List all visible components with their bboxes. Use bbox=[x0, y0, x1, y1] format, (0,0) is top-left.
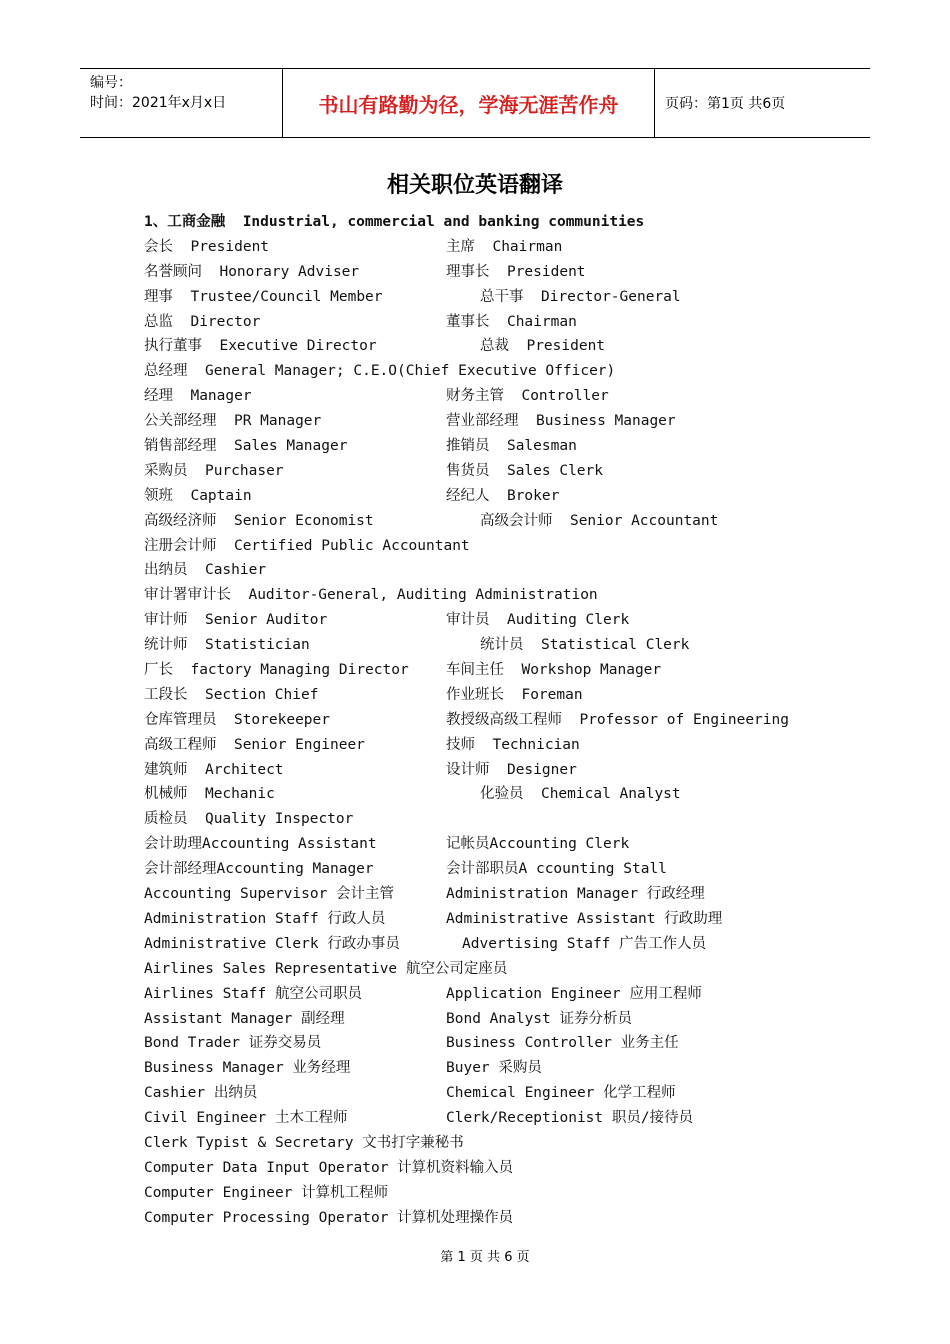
table-row bbox=[144, 1156, 834, 1181]
entry-right: 技师 Technician bbox=[446, 736, 580, 753]
entry-left: 理事 Trustee/Council Member bbox=[144, 288, 383, 305]
entry-left: 执行董事 Executive Director bbox=[144, 338, 377, 355]
table-row bbox=[144, 459, 834, 484]
table-row bbox=[144, 384, 834, 409]
entry-left: 审计师 Senior Auditor bbox=[144, 612, 328, 629]
table-row bbox=[144, 758, 834, 783]
entry-right: 统计员 Statistical Clerk bbox=[480, 637, 690, 654]
table-row bbox=[144, 235, 834, 260]
entry-right: 主席 Chairman bbox=[446, 238, 563, 255]
entry-right: 会计部职员A ccounting Stall bbox=[446, 861, 667, 878]
entry-left: 公关部经理 PR Manager bbox=[144, 413, 322, 430]
table-row bbox=[144, 1007, 834, 1032]
entry-right: 推销员 Salesman bbox=[446, 438, 577, 455]
entry-left: Computer Data Input Operator 计算机资料输入员 bbox=[144, 1159, 514, 1176]
section-heading: 1、工商金融 Industrial, commercial and banking communities bbox=[144, 214, 645, 230]
entry-left: 高级工程师 Senior Engineer bbox=[144, 736, 365, 753]
header-meta-cell bbox=[80, 69, 282, 137]
table-row bbox=[144, 534, 834, 559]
table-row bbox=[144, 658, 834, 683]
entry-left: 高级经济师 Senior Economist bbox=[144, 512, 374, 529]
table-row bbox=[144, 1181, 834, 1206]
entry-left: Administration Staff 行政人员 bbox=[144, 910, 386, 927]
entry-right: 化验员 Chemical Analyst bbox=[480, 786, 681, 803]
table-row bbox=[144, 782, 834, 807]
entry-left: 统计师 Statistician bbox=[144, 637, 310, 654]
entry-right: Business Controller 业务主任 bbox=[446, 1035, 679, 1052]
entry-left: 总经理 General Manager; C.E.O(Chief Executive Officer) bbox=[144, 363, 616, 380]
entry-left: 经理 Manager bbox=[144, 388, 252, 405]
entry-left: 审计署审计长 Auditor-General, Auditing Administration bbox=[144, 587, 598, 604]
entry-left: Assistant Manager 副经理 bbox=[144, 1010, 345, 1027]
entry-right: 财务主管 Controller bbox=[446, 388, 609, 405]
entry-right: 董事长 Chairman bbox=[446, 313, 577, 330]
document-body bbox=[144, 210, 834, 1231]
entry-right: 经纪人 Broker bbox=[446, 487, 560, 504]
entry-right: 记帐员Accounting Clerk bbox=[446, 836, 630, 853]
entry-right: Administration Manager 行政经理 bbox=[446, 886, 705, 903]
entry-left: 质检员 Quality Inspector bbox=[144, 811, 354, 828]
table-row bbox=[144, 1106, 834, 1131]
entry-left: 建筑师 Architect bbox=[144, 761, 284, 778]
entry-right: 作业班长 Foreman bbox=[446, 686, 583, 703]
entry-left: 总监 Director bbox=[144, 313, 261, 330]
date-label: 时间：2021年x月x日 bbox=[90, 95, 227, 111]
entry-left: 会长 President bbox=[144, 238, 270, 255]
entry-left: 会计助理Accounting Assistant bbox=[144, 836, 377, 853]
table-row bbox=[144, 857, 834, 882]
entry-left: Bond Trader 证券交易员 bbox=[144, 1035, 322, 1052]
entry-left: 工段长 Section Chief bbox=[144, 686, 319, 703]
entry-right: Buyer 采购员 bbox=[446, 1060, 542, 1077]
table-row bbox=[144, 1081, 834, 1106]
entry-right: 总干事 Director-General bbox=[480, 288, 681, 305]
entry-left: Accounting Supervisor 会计主管 bbox=[144, 886, 395, 903]
table-row bbox=[144, 583, 834, 608]
entry-left: 注册会计师 Certified Public Accountant bbox=[144, 537, 470, 554]
table-row bbox=[144, 285, 834, 310]
motto-cell bbox=[282, 69, 655, 137]
entry-left: 仓库管理员 Storekeeper bbox=[144, 711, 330, 728]
table-row bbox=[144, 807, 834, 832]
table-row bbox=[144, 683, 834, 708]
table-row bbox=[144, 708, 834, 733]
entry-right: 教授级高级工程师 Professor of Engineering bbox=[446, 711, 789, 728]
table-row bbox=[144, 409, 834, 434]
entry-right: 总裁 President bbox=[480, 338, 606, 355]
number-label: 编号： bbox=[90, 75, 132, 91]
table-row bbox=[144, 882, 834, 907]
table-row bbox=[144, 907, 834, 932]
motto: 书山有路勤为径，学海无涯苦作舟 bbox=[318, 92, 619, 117]
table-row bbox=[144, 1131, 834, 1156]
table-row bbox=[144, 1031, 834, 1056]
entry-left: 出纳员 Cashier bbox=[144, 562, 267, 579]
page-footer: 第 1 页 共 6 页 bbox=[440, 1250, 530, 1265]
table-row bbox=[144, 1056, 834, 1081]
table-row bbox=[144, 359, 834, 384]
entry-left: Computer Processing Operator 计算机处理操作员 bbox=[144, 1209, 514, 1226]
table-row bbox=[144, 260, 834, 285]
entry-right: 设计师 Designer bbox=[446, 761, 577, 778]
entry-left: 采购员 Purchaser bbox=[144, 462, 284, 479]
entry-left: 机械师 Mechanic bbox=[144, 786, 275, 803]
entry-right: Bond Analyst 证券分析员 bbox=[446, 1010, 632, 1027]
table-row bbox=[144, 932, 834, 957]
table-row bbox=[144, 957, 834, 982]
page-header bbox=[80, 68, 870, 138]
entry-right: 营业部经理 Business Manager bbox=[446, 413, 676, 430]
entry-right: 高级会计师 Senior Accountant bbox=[480, 512, 719, 529]
page-info: 页码：第1页 共6页 bbox=[665, 96, 786, 112]
entry-right: Administrative Assistant 行政助理 bbox=[446, 910, 723, 927]
entry-right: Application Engineer 应用工程师 bbox=[446, 985, 702, 1002]
entry-left: Administrative Clerk 行政办事员 bbox=[144, 935, 400, 952]
entry-left: Airlines Sales Representative 航空公司定座员 bbox=[144, 960, 508, 977]
document-title: 相关职位英语翻译 bbox=[386, 172, 563, 198]
table-row bbox=[144, 1206, 834, 1231]
table-row bbox=[144, 982, 834, 1007]
table-row bbox=[144, 633, 834, 658]
entry-left: 领班 Captain bbox=[144, 487, 252, 504]
entry-right: Advertising Staff 广告工作人员 bbox=[462, 935, 707, 952]
entry-right: Chemical Engineer 化学工程师 bbox=[446, 1085, 676, 1102]
entry-right: 审计员 Auditing Clerk bbox=[446, 612, 630, 629]
table-row bbox=[144, 558, 834, 583]
table-row bbox=[144, 509, 834, 534]
entry-right: 售货员 Sales Clerk bbox=[446, 462, 603, 479]
entry-left: Business Manager 业务经理 bbox=[144, 1060, 351, 1077]
entry-left: 会计部经理Accounting Manager bbox=[144, 861, 374, 878]
entry-left: Airlines Staff 航空公司职员 bbox=[144, 985, 362, 1002]
entry-right: 车间主任 Workshop Manager bbox=[446, 662, 662, 679]
entry-left: Clerk Typist & Secretary 文书打字兼秘书 bbox=[144, 1134, 464, 1151]
entry-right: 理事长 President bbox=[446, 263, 586, 280]
entry-left: Cashier 出纳员 bbox=[144, 1085, 258, 1102]
table-row bbox=[144, 334, 834, 359]
table-row bbox=[144, 310, 834, 335]
entry-right: Clerk/Receptionist 职员/接待员 bbox=[446, 1110, 694, 1127]
entry-left: 名誉顾问 Honorary Adviser bbox=[144, 263, 360, 280]
table-row bbox=[144, 434, 834, 459]
table-row bbox=[144, 484, 834, 509]
entry-left: Computer Engineer 计算机工程师 bbox=[144, 1184, 389, 1201]
table-row bbox=[144, 733, 834, 758]
table-row bbox=[144, 608, 834, 633]
entry-left: Civil Engineer 土木工程师 bbox=[144, 1110, 348, 1127]
table-row bbox=[144, 832, 834, 857]
page-info-cell bbox=[655, 69, 870, 137]
entry-left: 销售部经理 Sales Manager bbox=[144, 438, 348, 455]
entry-left: 厂长 factory Managing Director bbox=[144, 662, 409, 679]
